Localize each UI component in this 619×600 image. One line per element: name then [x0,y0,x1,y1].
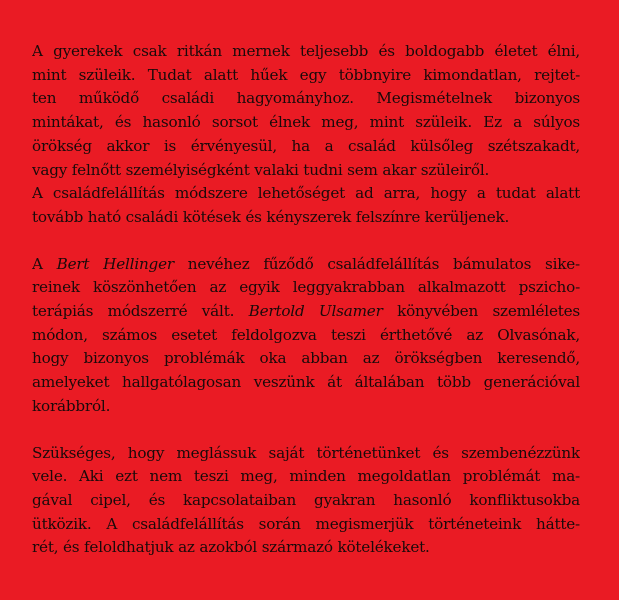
paragraph-3 [32,442,580,561]
paragraph-3-line-4: ütközik. A családfelállítás során megismerjük történeteink hátte- [32,514,580,533]
paragraph-2 [32,253,580,419]
paragraph-2-line-3-pre: terápiás módszerré vált. [32,302,235,321]
paragraph-2-line-1-pre: A [32,254,43,273]
paragraph-2-line-6: amelyeket hallgatólagosan veszünk át általában több generációval [32,373,580,392]
paragraph-2-line-2: reinek köszönhetően az egyik leggyakrabban alkalmazott pszicho- [32,278,580,297]
paragraph-2-line-4: módon, számos esetet feldolgozva teszi érthetővé az Olvasónak, [32,325,580,344]
author-name-ulsamer: Bertold Ulsamer [248,302,383,321]
paragraph-1-line-3: ten működő családi hagyományhoz. Megismételnek bizonyos [32,89,580,108]
paragraph-2-line-1-post: nevéhez fűződő családfelállítás bámulatos sike- [187,254,580,273]
paragraph-2-line-3-post: könyvében szemléletes [397,302,580,321]
paragraph-1-line-1: A gyerekek csak ritkán mernek teljesebb és boldogabb életet élni, [32,42,580,60]
paragraph-3-line-3: gával cipel, és kapcsolataiban gyakran hasonló konfliktusokba [32,490,580,509]
blurb-text [32,40,580,560]
paragraph-3-line-1: Szükséges, hogy meglássuk saját történetünket és szembenézzünk [32,443,580,462]
paragraph-1-line-5: örökség akkor is érvényesül, ha a család külsőleg szétszakadt, [32,136,580,155]
paragraph-1-line-8: tovább ható családi kötések és kényszerek felszínre kerüljenek. [32,207,510,226]
paragraph-2-line-7: korábbról. [32,396,111,415]
paragraph-1 [32,40,580,230]
paragraph-2-line-5: hogy bizonyos problémák oka abban az örökségben keresendő, [32,349,580,368]
paragraph-1-line-2: mint szüleik. Tudat alatt hűek egy többnyire kimondatlan, rejtet- [32,65,580,84]
paragraph-2-line-3 [32,300,580,324]
paragraph-3-line-2: vele. Aki ezt nem teszi meg, minden megoldatlan problémát ma- [32,467,580,486]
author-name-hellinger: Bert Hellinger [56,254,174,273]
paragraph-1-line-7: A családfelállítás módszere lehetőséget ad arra, hogy a tudat alatt [32,184,580,203]
paragraph-3-line-5: rét, és feloldhatjuk az azokból származó kötelékeket. [32,538,430,557]
paragraph-1-line-4: mintákat, és hasonló sorsot élnek meg, mint szüleik. Ez a súlyos [32,113,580,132]
paragraph-2-line-1 [32,253,580,277]
paragraph-1-line-6: vagy felnőtt személyiségként valaki tudni sem akar szüleiről. [32,160,490,179]
